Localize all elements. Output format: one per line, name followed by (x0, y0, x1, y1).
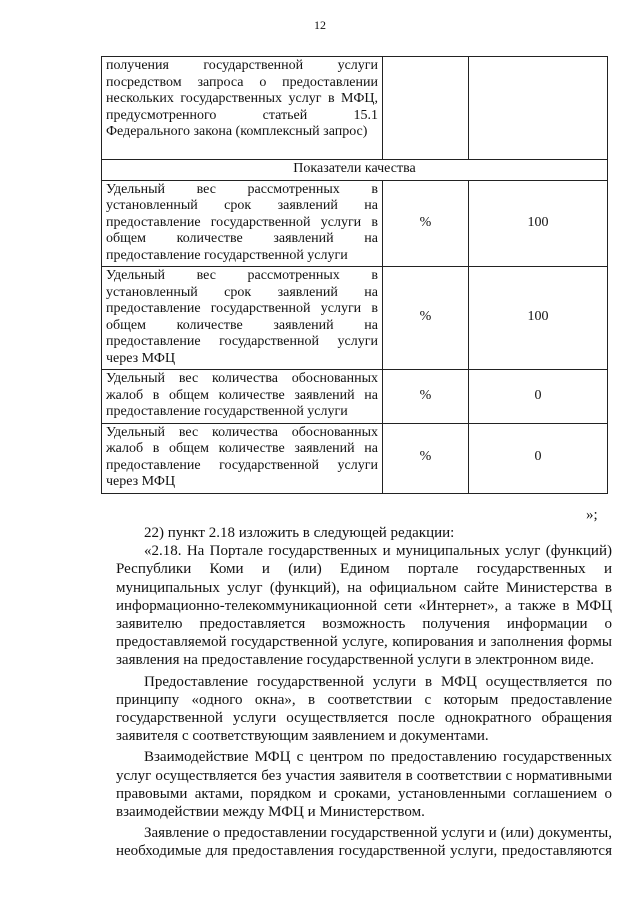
amendment-intro: 22) пункт 2.18 изложить в следующей редакции: (144, 525, 455, 541)
indicator-text: Удельный вес рассмотренных в установленный срок заявлений на предоставление государственной услуги в общем количестве заявлений на предоставление государственной услуги через МФЦ (102, 267, 383, 370)
indicator-text: Удельный вес рассмотренных в установленный срок заявлений на предоставление государственной услуги в общем количестве заявлений на предоставление государственной услуги (102, 180, 383, 267)
indicator-value (469, 57, 608, 160)
indicator-value: 0 (469, 370, 608, 424)
closing-quote-mark: »; (586, 507, 598, 523)
indicator-unit: % (383, 180, 469, 267)
indicator-value: 100 (469, 180, 608, 267)
paragraph: Заявление о предоставлении государственной услуги и (или) документы, необходимые для предоставления государственной услуги, предоставляются (116, 825, 612, 860)
indicator-unit: % (383, 370, 469, 424)
section-title: Показатели качества (102, 160, 608, 181)
paragraph: Предоставление государственной услуги в МФЦ осуществляется по принципу «одного окна», в соответствии с которым предоставление государственной услуги осуществляется после однократного обращения заявителя с соответствующим заявлением и документами. (116, 673, 612, 745)
document-body (116, 524, 612, 861)
table-row (102, 370, 608, 424)
table-row (102, 423, 608, 493)
indicator-value: 0 (469, 423, 608, 493)
indicator-value: 100 (469, 267, 608, 370)
paragraph: «2.18. На Портале государственных и муниципальных услуг (функций) Республики Коми и (или) Едином портале государственных и муниципальных услуг (функций), на официальном сайте Министерства в информационно-телекоммуникационной сети «Интернет», а также в МФЦ заявителю предоставляется возможность получения информации о предоставляемой государственной услуге, копирования и заполнения формы заявления на предоставление государственной услуги в электронном виде. (116, 543, 612, 669)
indicator-text: получения государственной услуги посредством запроса о предоставлении нескольких государственных услуг в МФЦ, предусмотренного статьей 15.1 Федерального закона (комплексный запрос) (102, 57, 383, 160)
indicator-unit: % (383, 267, 469, 370)
quality-indicators-table (101, 56, 608, 494)
table-row (102, 267, 608, 370)
table-row (102, 180, 608, 267)
table-row-continued (102, 57, 608, 160)
indicator-text: Удельный вес количества обоснованных жалоб в общем количестве заявлений на предоставление государственной услуги через МФЦ (102, 423, 383, 493)
indicator-unit: % (383, 423, 469, 493)
page-number: 12 (314, 18, 326, 32)
table-section-row (102, 160, 608, 181)
indicator-unit (383, 57, 469, 160)
indicator-text: Удельный вес количества обоснованных жалоб в общем количестве заявлений на предоставление государственной услуги (102, 370, 383, 424)
paragraph: Взаимодействие МФЦ с центром по предоставлению государственных услуг осуществляется без участия заявителя в соответствии с нормативными правовыми актами, порядком и сроками, установленными соглашением о взаимодействии между МФЦ и Министерством. (116, 749, 612, 821)
